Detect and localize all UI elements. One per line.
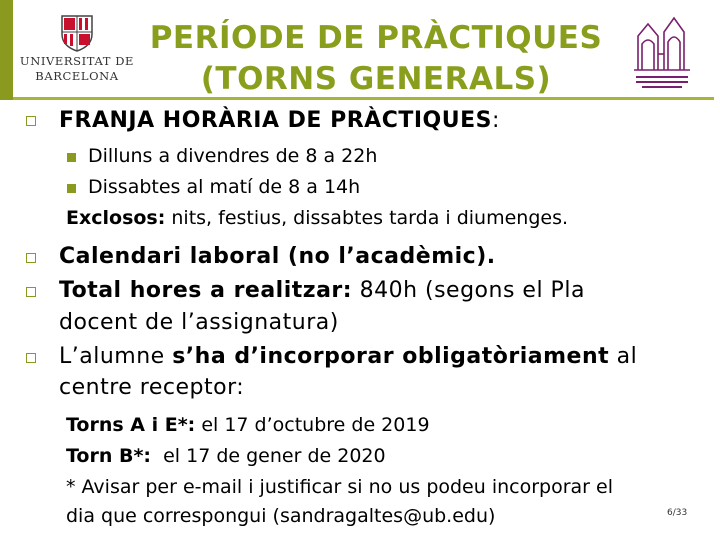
alumne-suffix: al (609, 344, 638, 369)
alumne-line-2: centre receptor: (59, 375, 245, 400)
total-text-1: 840h (segons el Pla (352, 278, 585, 303)
torns-a-line (66, 414, 430, 436)
logo-line-2: BARCELONA (35, 69, 119, 83)
schedule-saturday: Dissabtes al matí de 8 a 14h (88, 176, 361, 198)
title-line-2: (TORNS GENERALS) (200, 61, 552, 97)
left-accent-bar (0, 0, 13, 100)
calendari-text: Calendari laboral (no l’acadèmic). (59, 244, 496, 269)
franja-heading (59, 108, 500, 133)
alumne-prefix: L’alumne (59, 344, 173, 369)
total-line-1 (59, 278, 585, 303)
alumne-line-1 (59, 344, 637, 369)
bullet-calendari (26, 253, 36, 263)
faculty-seal-icon (628, 14, 696, 94)
bullet-alumne (26, 353, 36, 363)
total-label: Total hores a realitzar: (59, 278, 353, 303)
note-line-1: * Avisar per e-mail i justificar si no us podeu incorporar el (66, 476, 613, 498)
exclosos-label: Exclosos: (66, 207, 166, 229)
exclosos-line (66, 207, 568, 229)
sub-bullet-weekdays (67, 153, 76, 162)
torns-a-label: Torns A i E*: (66, 414, 196, 436)
university-logo (18, 14, 136, 88)
page-number: 6/33 (667, 508, 688, 518)
franja-colon: : (492, 108, 500, 133)
alumne-bold: s’ha d’incorporar obligatòriament (172, 344, 610, 369)
total-line-2: docent de l’assignatura) (59, 310, 339, 335)
title-line-1: PERÍODE DE PRÀCTIQUES (149, 20, 603, 56)
torn-b-line (66, 445, 386, 467)
franja-label: FRANJA HORÀRIA DE PRÀCTIQUES (59, 108, 492, 133)
note-line-2: dia que correspongui (sandragaltes@ub.edu) (66, 505, 496, 527)
schedule-weekdays: Dilluns a divendres de 8 a 22h (88, 145, 378, 167)
ub-shield-icon (60, 14, 94, 52)
bullet-franja (26, 116, 36, 126)
sub-bullet-saturday (67, 184, 76, 193)
logo-line-1: UNIVERSITAT DE (19, 54, 135, 68)
torns-a-text: el 17 d’octubre de 2019 (195, 414, 430, 436)
torn-b-label: Torn B*: (66, 445, 152, 467)
bullet-total (26, 287, 36, 297)
exclosos-text: nits, festius, dissabtes tarda i diumenges. (165, 207, 569, 229)
page-title (138, 18, 614, 100)
torn-b-text: el 17 de gener de 2020 (151, 445, 386, 467)
